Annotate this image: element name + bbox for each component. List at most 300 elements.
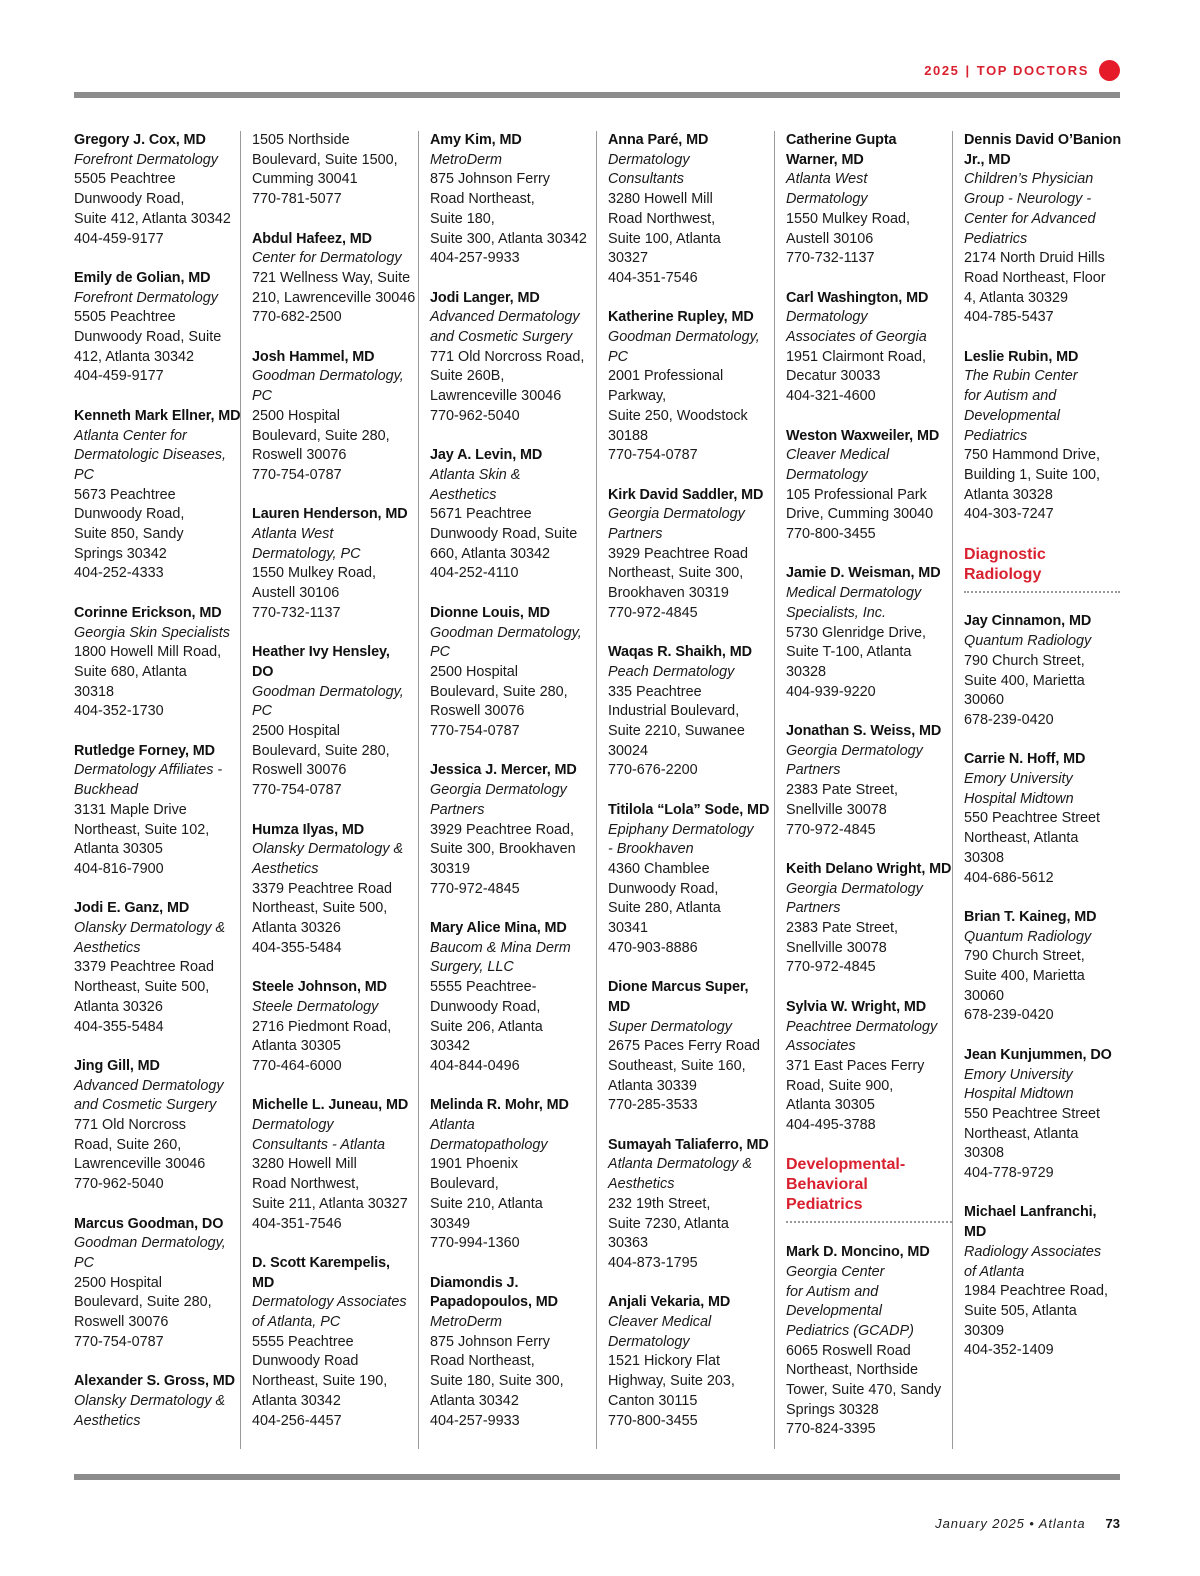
address-line: Suite 300, Brookhaven bbox=[430, 841, 576, 858]
doctor-entry bbox=[608, 308, 774, 466]
page-header bbox=[924, 58, 1120, 82]
address-line: Road, Suite 260, bbox=[74, 1136, 182, 1153]
column-divider bbox=[240, 131, 241, 1449]
doctor-entry bbox=[430, 446, 596, 584]
address-line: 404-257-9933 bbox=[430, 1412, 520, 1429]
practice-name: Center for Advanced bbox=[964, 210, 1096, 227]
practice-name: Partners bbox=[786, 762, 841, 779]
doctor-entry bbox=[430, 289, 596, 427]
column-divider bbox=[774, 131, 775, 1449]
doctor-name: Humza Ilyas, MD bbox=[252, 821, 365, 838]
practice-name: Cleaver Medical bbox=[608, 1314, 712, 1331]
address-line: 1550 Mulkey Road, bbox=[786, 210, 910, 227]
address-line: Snellville 30078 bbox=[786, 939, 887, 956]
address-line: 770-754-0787 bbox=[608, 447, 698, 464]
doctor-entry bbox=[964, 612, 1120, 730]
doctor-entry bbox=[252, 1096, 418, 1234]
address-line: Northeast, Northside bbox=[786, 1362, 918, 1379]
practice-name: Georgia Dermatology bbox=[786, 742, 923, 759]
address-line: Suite 211, Atlanta 30327 bbox=[252, 1195, 408, 1212]
doctor-entry bbox=[252, 643, 418, 801]
specialty-title-line: Behavioral bbox=[786, 1176, 868, 1194]
address-line: Snellville 30078 bbox=[786, 801, 887, 818]
practice-name: Dermatology Associates bbox=[252, 1294, 407, 1311]
practice-name: Medical Dermatology bbox=[786, 585, 922, 602]
address-line: Suite 300, Atlanta 30342 bbox=[430, 230, 587, 247]
address-line: 660, Atlanta 30342 bbox=[430, 545, 551, 562]
address-line: 30349 bbox=[430, 1215, 471, 1232]
doctor-name: Katherine Rupley, MD bbox=[608, 309, 754, 326]
issue-label: January 2025 • Atlanta bbox=[935, 1516, 1086, 1531]
doctor-name: Abdul Hafeez, MD bbox=[252, 230, 372, 247]
practice-name: Atlanta bbox=[430, 1117, 475, 1134]
practice-name: Hospital Midtown bbox=[964, 790, 1074, 807]
address-line: Boulevard, Suite 280, bbox=[252, 742, 390, 759]
address-line: 30319 bbox=[430, 860, 471, 877]
specialty-title-line: Diagnostic bbox=[964, 545, 1046, 563]
practice-name: Epiphany Dermatology bbox=[608, 821, 754, 838]
practice-name: Aesthetics bbox=[430, 486, 497, 503]
address-line: Atlanta 30305 bbox=[252, 1038, 341, 1055]
address-line: 2500 Hospital bbox=[252, 723, 341, 740]
practice-name: Radiology Associates bbox=[964, 1243, 1102, 1260]
address-line: Roswell 30076 bbox=[74, 1314, 169, 1331]
specialty-title-line: Developmental- bbox=[786, 1156, 906, 1174]
address-line: 770-962-5040 bbox=[430, 407, 520, 424]
address-line: 30318 bbox=[74, 683, 115, 700]
doctor-entry bbox=[964, 1046, 1120, 1184]
address-line: Northeast, Suite 500, bbox=[252, 900, 388, 917]
address-line: 404-785-5437 bbox=[964, 309, 1054, 326]
doctor-entry bbox=[608, 643, 774, 781]
address-line: Springs 30328 bbox=[786, 1401, 879, 1418]
doctor-name-continued: Jr., MD bbox=[964, 151, 1011, 168]
address-line: Brookhaven 30319 bbox=[608, 585, 729, 602]
address-line: 2383 Pate Street, bbox=[786, 920, 899, 937]
address-line: Suite 412, Atlanta 30342 bbox=[74, 210, 231, 227]
practice-name: - Brookhaven bbox=[608, 841, 694, 858]
address-line: Suite 260B, bbox=[430, 368, 505, 385]
doctor-entry bbox=[964, 1203, 1120, 1361]
doctor-name: Michelle L. Juneau, MD bbox=[252, 1097, 409, 1114]
doctor-entry bbox=[430, 1274, 596, 1432]
practice-name: PC bbox=[430, 644, 450, 661]
address-line: Atlanta 30342 bbox=[430, 1392, 519, 1409]
doctor-name: Lauren Henderson, MD bbox=[252, 506, 408, 523]
address-line: 3280 Howell Mill bbox=[252, 1156, 357, 1173]
address-line: Atlanta 30339 bbox=[608, 1077, 697, 1094]
address-line: 2716 Piedmont Road, bbox=[252, 1018, 392, 1035]
address-line: 770-800-3455 bbox=[786, 526, 876, 543]
address-line: 2500 Hospital bbox=[252, 407, 341, 424]
doctor-entry bbox=[430, 1096, 596, 1254]
address-line: Road Northwest, bbox=[608, 210, 716, 227]
doctor-name: Anna Paré, MD bbox=[608, 132, 709, 148]
doctor-name: Sylvia W. Wright, MD bbox=[786, 998, 927, 1015]
doctor-entry bbox=[430, 604, 596, 742]
address-line: Suite 850, Sandy bbox=[74, 526, 184, 543]
practice-name: Dermatology bbox=[786, 191, 868, 208]
doctor-name: Dionne Louis, MD bbox=[430, 604, 550, 621]
address-line: Roswell 30076 bbox=[252, 447, 347, 464]
doctor-name: Kirk David Saddler, MD bbox=[608, 486, 764, 503]
doctor-entry bbox=[608, 131, 774, 289]
doctor-name: Waqas R. Shaikh, MD bbox=[608, 644, 752, 661]
practice-name: Emory University bbox=[964, 1066, 1073, 1083]
address-line: 550 Peachtree Street bbox=[964, 810, 1101, 827]
address-line: 3131 Maple Drive bbox=[74, 801, 187, 818]
practice-name: Aesthetics bbox=[608, 1176, 675, 1193]
address-line: Parkway, bbox=[608, 388, 667, 405]
doctor-name: Kenneth Mark Ellner, MD bbox=[74, 407, 241, 424]
practice-name: Pediatrics (GCADP) bbox=[786, 1322, 914, 1339]
specialty-title bbox=[786, 1155, 952, 1223]
address-line: Dunwoody Road, Suite bbox=[430, 526, 578, 543]
practice-name: Dermatology bbox=[786, 309, 868, 326]
address-line: 404-257-9933 bbox=[430, 250, 520, 267]
address-line: Roswell 30076 bbox=[252, 762, 347, 779]
address-line: Northeast, Atlanta bbox=[964, 830, 1079, 847]
address-line: 1550 Mulkey Road, bbox=[252, 565, 376, 582]
practice-name: for Autism and bbox=[786, 1283, 879, 1300]
doctor-name: Leslie Rubin, MD bbox=[964, 348, 1079, 365]
doctor-name: D. Scott Karempelis, bbox=[252, 1254, 390, 1271]
doctor-name: Jay A. Levin, MD bbox=[430, 447, 543, 464]
doctor-entry bbox=[252, 1254, 418, 1431]
doctor-entry bbox=[786, 998, 952, 1136]
practice-name: Dermatology bbox=[608, 1333, 690, 1350]
address-line: Suite 505, Atlanta bbox=[964, 1302, 1077, 1319]
address-line: Northeast, Suite 190, bbox=[252, 1373, 388, 1390]
doctor-entry bbox=[74, 1057, 240, 1195]
address-line: Suite 250, Woodstock bbox=[608, 407, 748, 424]
practice-name: of Atlanta bbox=[964, 1263, 1025, 1280]
practice-name: Atlanta West bbox=[786, 171, 868, 188]
practice-name: Aesthetics bbox=[252, 860, 319, 877]
address-line: 404-352-1409 bbox=[964, 1342, 1054, 1359]
address-line: Springs 30342 bbox=[74, 545, 167, 562]
practice-name: Goodman Dermatology, bbox=[74, 1235, 226, 1252]
column-divider bbox=[952, 131, 953, 1449]
doctor-name: Marcus Goodman, DO bbox=[74, 1215, 224, 1232]
doctor-name: Jodi E. Ganz, MD bbox=[74, 900, 190, 917]
practice-name: Goodman Dermatology, bbox=[252, 683, 404, 700]
specialty-title-line: Pediatrics bbox=[786, 1196, 863, 1214]
address-line: Roswell 30076 bbox=[430, 703, 525, 720]
address-line: 678-239-0420 bbox=[964, 711, 1054, 728]
address-line: Atlanta 30305 bbox=[74, 841, 163, 858]
address-line: 30327 bbox=[608, 250, 649, 267]
doctor-name: Steele Johnson, MD bbox=[252, 979, 387, 996]
address-line: Atlanta 30305 bbox=[786, 1097, 875, 1114]
practice-name: Pediatrics bbox=[964, 427, 1028, 444]
address-line: 5671 Peachtree bbox=[430, 506, 532, 523]
address-line: 105 Professional Park bbox=[786, 486, 927, 503]
address-line: 404-816-7900 bbox=[74, 860, 164, 877]
practice-name: Olansky Dermatology & bbox=[252, 841, 404, 858]
doctor-entry bbox=[964, 908, 1120, 1026]
address-line: Atlanta 30326 bbox=[252, 920, 341, 937]
address-line: 404-844-0496 bbox=[430, 1057, 520, 1074]
bottom-rule bbox=[74, 1474, 1120, 1480]
address-line: 404-686-5612 bbox=[964, 869, 1054, 886]
address-line: 770-972-4845 bbox=[786, 959, 876, 976]
header-year: 2025 bbox=[924, 62, 960, 78]
address-line: 770-754-0787 bbox=[74, 1333, 164, 1350]
address-line: 771 Old Norcross Road, bbox=[430, 348, 585, 365]
doctor-entry bbox=[964, 750, 1120, 888]
address-line: 2500 Hospital bbox=[430, 663, 519, 680]
address-line: Canton 30115 bbox=[608, 1392, 698, 1409]
address-line: 875 Johnson Ferry bbox=[430, 171, 550, 188]
address-line: 2001 Professional bbox=[608, 368, 724, 385]
address-line: 770-972-4845 bbox=[786, 821, 876, 838]
doctor-entry bbox=[786, 860, 952, 978]
practice-name: Atlanta West bbox=[252, 526, 334, 543]
doctor-entry bbox=[74, 899, 240, 1037]
practice-name: Georgia Center bbox=[786, 1263, 885, 1280]
address-line: 770-754-0787 bbox=[252, 466, 342, 483]
practice-name: Olansky Dermatology & bbox=[74, 1392, 226, 1409]
section-label bbox=[924, 63, 1089, 78]
address-line: Suite 100, Atlanta bbox=[608, 230, 721, 247]
address-line: Suite 400, Marietta bbox=[964, 672, 1085, 689]
address-line: Suite 2210, Suwanee bbox=[608, 723, 745, 740]
address-line: Northeast, Atlanta bbox=[964, 1125, 1079, 1142]
specialty-heading bbox=[786, 1155, 952, 1223]
address-line: 2383 Pate Street, bbox=[786, 782, 899, 799]
doctor-entry bbox=[74, 407, 240, 584]
address-line: Boulevard, Suite 280, bbox=[430, 683, 568, 700]
address-line: Road, Suite 900, bbox=[786, 1077, 894, 1094]
doctor-name: Mark D. Moncino, MD bbox=[786, 1244, 930, 1261]
address-line: 404-252-4333 bbox=[74, 565, 164, 582]
address-line: Road Northeast, bbox=[430, 191, 535, 208]
doctor-entry bbox=[608, 486, 774, 624]
specialty-heading bbox=[964, 545, 1120, 593]
doctor-name: Jessica J. Mercer, MD bbox=[430, 762, 577, 779]
practice-name: Aesthetics bbox=[74, 1412, 141, 1429]
address-line: 4, Atlanta 30329 bbox=[964, 289, 1069, 306]
doctor-name: Mary Alice Mina, MD bbox=[430, 920, 567, 937]
doctor-name: Heather Ivy Hensley, bbox=[252, 644, 390, 661]
address-line: Atlanta 30328 bbox=[964, 486, 1053, 503]
address-line: Highway, Suite 203, bbox=[608, 1373, 735, 1390]
listing-column bbox=[952, 131, 1120, 1449]
page-footer bbox=[935, 1516, 1120, 1531]
header-section-title: TOP DOCTORS bbox=[976, 62, 1089, 78]
doctor-entry bbox=[608, 978, 774, 1116]
address-line: 3929 Peachtree Road bbox=[608, 545, 749, 562]
address-line: 770-781-5077 bbox=[252, 191, 342, 208]
address-line: Drive, Cumming 30040 bbox=[786, 506, 934, 523]
doctor-name: Jonathan S. Weiss, MD bbox=[786, 723, 942, 740]
address-line: Boulevard, Suite 280, bbox=[252, 427, 390, 444]
doctor-name: Brian T. Kaineg, MD bbox=[964, 908, 1097, 925]
address-line: 404-495-3788 bbox=[786, 1117, 876, 1134]
practice-name: Partners bbox=[430, 801, 485, 818]
practice-name: Olansky Dermatology & bbox=[74, 920, 226, 937]
doctor-name-continued: MD bbox=[252, 1274, 275, 1291]
doctor-entry bbox=[252, 821, 418, 959]
practice-name: Peachtree Dermatology bbox=[786, 1018, 938, 1035]
column-divider bbox=[418, 131, 419, 1449]
address-line: Dunwoody Road, bbox=[74, 506, 185, 523]
address-line: Northeast, Suite 300, bbox=[608, 565, 744, 582]
address-line: Boulevard, Suite 280, bbox=[74, 1294, 212, 1311]
listing-column bbox=[774, 131, 952, 1449]
column-divider bbox=[596, 131, 597, 1449]
address-line: Suite 400, Marietta bbox=[964, 968, 1085, 985]
practice-name: Quantum Radiology bbox=[964, 633, 1092, 650]
header-separator: | bbox=[965, 62, 971, 78]
address-line: 30060 bbox=[964, 692, 1005, 709]
top-rule bbox=[74, 92, 1120, 98]
listing-column bbox=[596, 131, 774, 1449]
doctor-name-continued: Warner, MD bbox=[786, 151, 864, 168]
practice-name: Dermatology Affiliates - bbox=[74, 762, 223, 779]
practice-name: MetroDerm bbox=[430, 1314, 502, 1331]
practice-name: PC bbox=[74, 1254, 94, 1271]
address-line: 790 Church Street, bbox=[964, 948, 1085, 965]
doctor-name-continued: MD bbox=[608, 998, 631, 1015]
doctor-name: Jean Kunjummen, DO bbox=[964, 1046, 1112, 1063]
doctor-entry bbox=[252, 978, 418, 1077]
doctor-entry bbox=[430, 919, 596, 1077]
address-line: 770-285-3533 bbox=[608, 1097, 698, 1114]
address-line: Dunwoody Road, Suite bbox=[74, 329, 222, 346]
practice-name: Atlanta Skin & bbox=[430, 466, 521, 483]
doctor-name-continued: MD bbox=[964, 1224, 987, 1241]
practice-name: PC bbox=[252, 388, 272, 405]
address-line: Road Northeast, Floor bbox=[964, 269, 1106, 286]
address-line: 3379 Peachtree Road bbox=[74, 959, 215, 976]
address-line: 1521 Hickory Flat bbox=[608, 1353, 720, 1370]
address-line: Building 1, Suite 100, bbox=[964, 466, 1101, 483]
specialty-title-line: Radiology bbox=[964, 565, 1042, 583]
doctor-name: Corinne Erickson, MD bbox=[74, 604, 222, 621]
address-line: 404-459-9177 bbox=[74, 230, 164, 247]
doctor-name: Melinda R. Mohr, MD bbox=[430, 1097, 569, 1114]
doctor-name: Dione Marcus Super, bbox=[608, 979, 749, 996]
doctor-name: Josh Hammel, MD bbox=[252, 348, 375, 365]
practice-name: Forefront Dermatology bbox=[74, 289, 218, 306]
practice-name: The Rubin Center bbox=[964, 368, 1078, 385]
address-line: Austell 30106 bbox=[786, 230, 874, 247]
practice-name: Specialists, Inc. bbox=[786, 604, 886, 621]
address-line: Austell 30106 bbox=[252, 585, 340, 602]
practice-name: Dermatopathology bbox=[430, 1136, 548, 1153]
address-line: 770-732-1137 bbox=[252, 604, 341, 621]
address-line: 770-754-0787 bbox=[430, 723, 520, 740]
doctor-entry bbox=[786, 289, 952, 407]
doctor-entry bbox=[964, 131, 1120, 328]
address-line: 770-824-3395 bbox=[786, 1421, 876, 1438]
practice-name: PC bbox=[608, 348, 628, 365]
practice-name: Georgia Dermatology bbox=[786, 880, 923, 897]
doctor-name: Emily de Golian, MD bbox=[74, 269, 211, 286]
address-line: 210, Lawrenceville 30046 bbox=[252, 289, 416, 306]
address-line: 3929 Peachtree Road, bbox=[430, 821, 575, 838]
address-line: 404-355-5484 bbox=[74, 1018, 164, 1035]
address-line: 3379 Peachtree Road bbox=[252, 880, 393, 897]
address-line: Boulevard, Suite 1500, bbox=[252, 151, 398, 168]
address-line: 30188 bbox=[608, 427, 649, 444]
address-line: 750 Hammond Drive, bbox=[964, 447, 1100, 464]
practice-name: Georgia Dermatology bbox=[608, 506, 745, 523]
practice-name: Advanced Dermatology bbox=[74, 1077, 224, 1094]
practice-name: PC bbox=[74, 466, 94, 483]
address-line: 404-303-7247 bbox=[964, 506, 1054, 523]
address-line: 30308 bbox=[964, 849, 1005, 866]
practice-name: Goodman Dermatology, bbox=[430, 624, 582, 641]
practice-name: for Autism and bbox=[964, 388, 1057, 405]
address-line: 770-676-2200 bbox=[608, 762, 698, 779]
address-line: 404-778-9729 bbox=[964, 1165, 1054, 1182]
address-line: 335 Peachtree bbox=[608, 683, 702, 700]
doctor-name: Dennis David O’Banion bbox=[964, 132, 1122, 148]
address-line: 371 East Paces Ferry bbox=[786, 1057, 925, 1074]
doctor-entry bbox=[608, 1293, 774, 1431]
red-dot-icon bbox=[1099, 60, 1120, 81]
doctor-name: Jay Cinnamon, MD bbox=[964, 613, 1092, 630]
page-number: 73 bbox=[1105, 1516, 1120, 1531]
address-line: Dunwoody Road, bbox=[74, 191, 185, 208]
address-line: 30341 bbox=[608, 920, 649, 937]
address-line: Suite 7230, Atlanta bbox=[608, 1215, 729, 1232]
address-line: 30328 bbox=[786, 663, 827, 680]
practice-name: Dermatology bbox=[786, 466, 868, 483]
address-line: Dunwoody Road bbox=[252, 1353, 359, 1370]
practice-name: Steele Dermatology bbox=[252, 998, 379, 1015]
practice-name: Goodman Dermatology, bbox=[252, 368, 404, 385]
address-line: 412, Atlanta 30342 bbox=[74, 348, 195, 365]
address-line: Suite 210, Atlanta bbox=[430, 1195, 543, 1212]
address-line: 770-682-2500 bbox=[252, 309, 342, 326]
doctor-name: Carrie N. Hoff, MD bbox=[964, 751, 1086, 768]
address-line: Northeast, Suite 500, bbox=[74, 979, 210, 996]
practice-name: Quantum Radiology bbox=[964, 928, 1092, 945]
address-line: Road Northeast, bbox=[430, 1353, 535, 1370]
address-line: 2174 North Druid Hills bbox=[964, 250, 1105, 267]
listing-column bbox=[74, 131, 240, 1449]
address-line: 1505 Northside bbox=[252, 132, 350, 148]
address-line: 404-351-7546 bbox=[608, 269, 698, 286]
address-line: Suite 180, bbox=[430, 210, 495, 227]
doctor-name: Diamondis J. bbox=[430, 1274, 519, 1291]
practice-name: Advanced Dermatology bbox=[430, 309, 580, 326]
doctor-entry bbox=[252, 131, 418, 210]
practice-name: Goodman Dermatology, bbox=[608, 329, 760, 346]
address-line: Dunwoody Road, bbox=[608, 880, 719, 897]
address-line: Boulevard, bbox=[430, 1176, 499, 1193]
address-line: 5505 Peachtree bbox=[74, 309, 176, 326]
doctor-name: Rutledge Forney, MD bbox=[74, 742, 215, 759]
practice-name: Super Dermatology bbox=[608, 1018, 732, 1035]
address-line: 232 19th Street, bbox=[608, 1195, 711, 1212]
address-line: 404-352-1730 bbox=[74, 703, 164, 720]
doctor-entry bbox=[786, 564, 952, 702]
address-line: 2500 Hospital bbox=[74, 1274, 163, 1291]
doctor-entry bbox=[964, 348, 1120, 525]
address-line: 5673 Peachtree bbox=[74, 486, 176, 503]
address-line: 30060 bbox=[964, 987, 1005, 1004]
practice-name: Georgia Skin Specialists bbox=[74, 624, 230, 641]
doctor-name: Keith Delano Wright, MD bbox=[786, 860, 952, 877]
address-line: 875 Johnson Ferry bbox=[430, 1333, 550, 1350]
address-line: Suite 180, Suite 300, bbox=[430, 1373, 564, 1390]
address-line: Lawrenceville 30046 bbox=[74, 1156, 206, 1173]
